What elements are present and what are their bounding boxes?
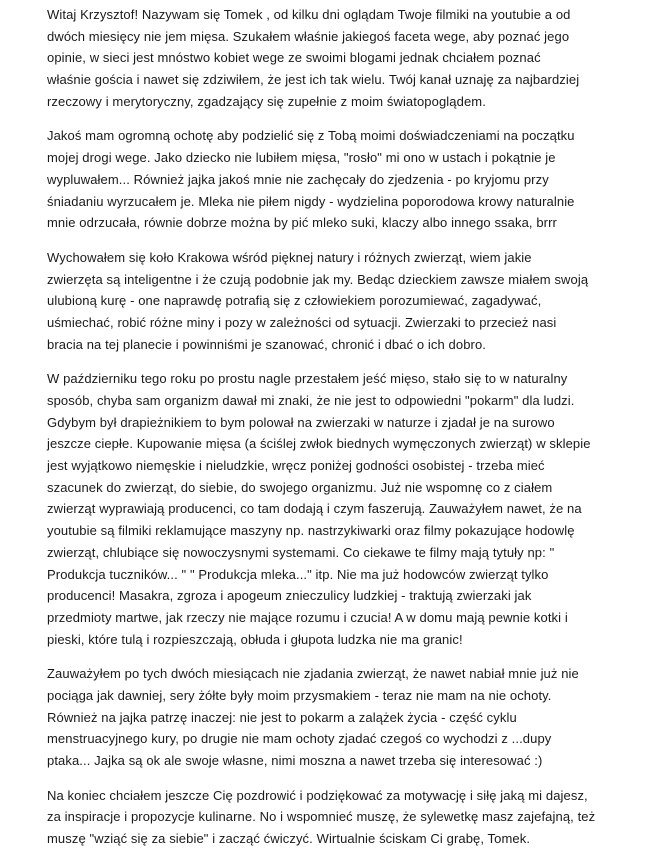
paragraph-october [47, 368, 627, 650]
text-line: zwierzęta są inteligentne i że czują podobnie jak my. Bedąc dzieckiem zawsze miałem swoją [47, 271, 589, 287]
text-line: jeszcze ciepłe. Kupowanie mięsa (a ściślej zwłok biednych wymęczonych zwierząt) w sklepie [47, 436, 591, 452]
text-line: szacunek do zwierząt, do siebie, do swojego organizmu. Już nie wspomnę co z ciałem [47, 479, 553, 495]
paragraph-upbringing [47, 247, 627, 355]
text-line: muszę "wziąć się za siebie" i zacząć ćwiczyć. Wirtualnie ściskam Ci grabę, Tomek. [47, 831, 531, 847]
text-line: opinie, w sieci jest mnóstwo kobiet wege ze swoimi blogami jednak chciałem poznać [47, 50, 541, 66]
text-line: wypluwałem... Również jajka jakoś mnie nie zachęcały do zjedzenia - po kryjomu przy [47, 171, 549, 187]
text-line: zwierząt wyprawiają producenci, co tam dodają i czym faszerują. Zauważyłem nawet, że na [47, 501, 582, 517]
text-line: producenci! Masakra, zgroza i apogeum znieczulicy ludzkiej - traktują zwierzaki jak [47, 588, 532, 604]
paragraph-dairy-eggs [47, 663, 627, 771]
text-line: Produkcja tuczników... " " Produkcja mleka..." itp. Nie ma już hodowców zwierząt tylko [47, 566, 549, 582]
paragraph-closing [47, 785, 627, 850]
text-line: właśnie gościa i nawet się zdziwiłem, że jest ich tak wielu. Twój kanał uznaję za najbardziej [47, 72, 580, 88]
text-line: mnie odrzucała, równie dobrze można by pić mleko suki, klaczy albo innego ssaka, brrr [47, 215, 557, 231]
text-line: sposób, chyba sam organizm dawał mi znaki, że nie jest to odpowiedni "pokarm" dla ludzi. [47, 393, 575, 408]
paragraph-greeting [47, 0, 627, 112]
text-line: ulubioną kurę - one naprawdę potrafią się z człowiekiem porozumiewać, zagadywać, [47, 293, 542, 309]
text-line: pieski, które tulą i rozpieszczają, obłuda i głupota ludzka nie ma granic! [47, 631, 463, 647]
text-line: zwierząt, chlubiące się nowoczysnymi systemami. Co ciekawe te filmy mają tytuły np: " [47, 544, 555, 560]
text-line: Również na jajka patrzę inaczej: nie jest to pokarm a zalążek życia - część cyklu [47, 709, 517, 725]
text-line: menstruacyjnego kury, po drugie nie mam ochoty zjadać czegoś co wychodzi z ...dupy [47, 731, 552, 747]
text-line: Gdybym był drapieżnikiem to bym polował na zwierzaki w naturze i zjadał je na surowo [47, 414, 555, 430]
text-line: bracia na tej planecie i powinniśmi je szanować, chronić i dbać o ich dobro. [47, 336, 486, 352]
text-line: W październiku tego roku po prostu nagle przestałem jeść mięso, stało się to w naturalny [47, 371, 568, 387]
text-line: mojej drogi wege. Jako dziecko nie lubiłem mięsa, "rosło" mi ono w ustach i pokątnie je [47, 150, 556, 166]
text-line: Witaj Krzysztof! Nazywam się Tomek , od kilku dni oglądam Twoje filmiki na youtubie a od [47, 7, 571, 22]
text-line: youtubie są filmiki reklamujące maszyny np. nastrzykiwarki oraz filmy pokazujące hodowlę [47, 523, 575, 539]
paragraph-childhood [47, 125, 627, 233]
text-line: Na koniec chciałem jeszcze Cię pozdrowić i podziękować za motywację i siłę jaką mi dajesz, [47, 787, 588, 803]
text-line: uśmiechać, robić różne miny i pozy w zależności od sytuacji. Zwierzaki to przecież nasi [47, 314, 557, 330]
text-line: rzeczowy i merytoryczny, zgadzający się zupełnie z moim światopoglądem. [47, 93, 486, 109]
text-line: Wychowałem się koło Krakowa wśród pięknej natury i różnych zwierząt, wiem jakie [47, 249, 532, 265]
text-line: pociąga jak dawniej, sery żółte były moim przysmakiem - teraz nie mam na nie ochoty. [47, 687, 552, 703]
text-line: jest wyjątkowo niemęskie i nieludzkie, wręcz poniżej godności osobistej - trzeba mieć [47, 458, 545, 474]
text-line: Zauważyłem po tych dwóch miesiącach nie zjadania zwierząt, że nawet nabiał mnie już nie [47, 666, 579, 682]
text-line: dwóch miesięcy nie jem mięsa. Szukałem właśnie jakiegoś faceta wege, aby poznać jego [47, 28, 570, 44]
text-line: przedmioty martwe, jak rzeczy nie mające rozumu i czucia! A w domu mają pewnie kotki i [47, 609, 568, 625]
text-line: ptaka... Jajka są ok ale swoje własne, nimi moszna a nawet trzeba się interesować :) [47, 753, 543, 768]
text-line: za inspiracje i propozycje kulinarne. No i wspomnieć muszę, że sylewetkę masz zajefajną, też [47, 809, 596, 825]
text-line: Jakoś mam ogromną ochotę aby podzielić się z Tobą moimi doświadczeniami na początku [47, 128, 575, 144]
text-line: śniadaniu wyrzucałem je. Mleka nie piłem nigdy - wydzielina poporodowa krowy naturalnie [47, 193, 575, 209]
letter-page [47, 0, 627, 863]
